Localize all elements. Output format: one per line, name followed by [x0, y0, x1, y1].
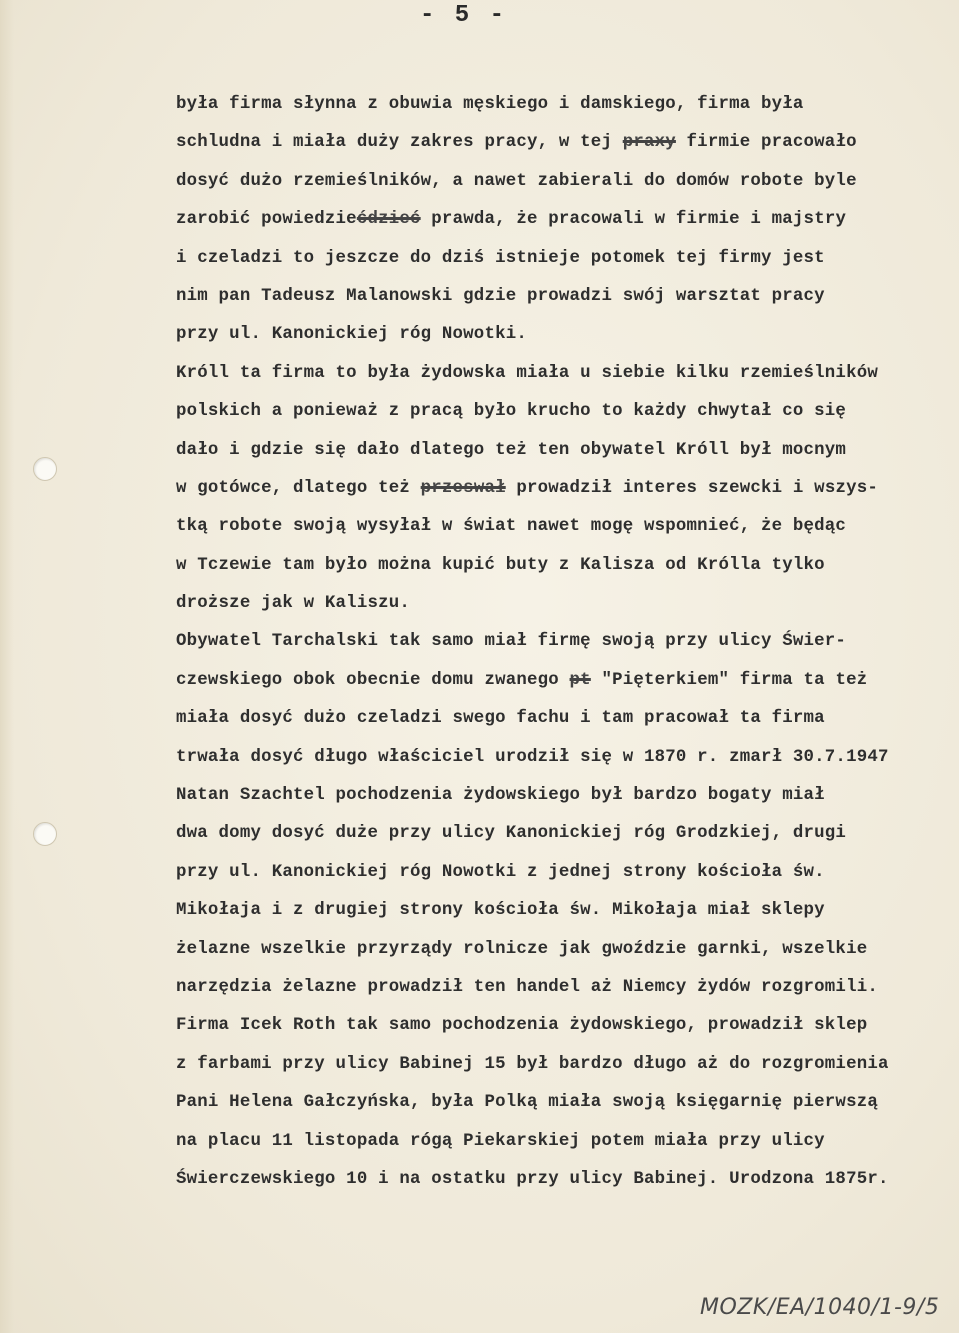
struck-out-text: ćdzieć [356, 210, 421, 230]
text-line [176, 393, 959, 431]
line-text: i czeladzi to jeszcze do dziś istnieje potomek tej firmy jest [176, 248, 825, 268]
text-line [176, 815, 959, 853]
text-line [176, 1084, 959, 1122]
line-text: przy ul. Kanonickiej róg Nowotki. [176, 325, 527, 345]
text-line [176, 1123, 959, 1161]
line-text: dało i gdzie się dało dlatego też ten obywatel Króll był mocnym [176, 440, 847, 460]
line-text: Firma Icek Roth tak samo pochodzenia żydowskiego, prowadził sklep [176, 1016, 868, 1036]
line-text: Pani Helena Gałczyńska, była Polką miała swoją księgarnię pierwszą [176, 1093, 878, 1113]
page-number: - 5 - [420, 2, 508, 29]
text-line [176, 1046, 959, 1084]
line-text: Mikołaja i z drugiej strony kościoła św. Mikołaja miał sklepy [176, 901, 825, 921]
text-line [176, 623, 959, 661]
text-line [176, 1007, 959, 1045]
line-text: zarobić powiedzie [176, 210, 357, 230]
line-text: w gotówce, dlatego też [176, 478, 421, 498]
text-line [176, 1161, 959, 1199]
struck-out-text: przeswał [420, 478, 506, 498]
line-text: w Tczewie tam było można kupić buty z Kalisza od Królla tylko [176, 555, 825, 575]
text-line [176, 662, 959, 700]
text-line [176, 969, 959, 1007]
text-line [176, 739, 959, 777]
line-text: na placu 11 listopada rógą Piekarskiej potem miała przy ulicy [176, 1131, 825, 1151]
text-line [176, 585, 959, 623]
text-line [176, 892, 959, 930]
line-text: czewskiego obok obecnie domu zwanego [176, 670, 570, 690]
line-text: miała dosyć dużo czeladzi swego fachu i tam pracował ta firma [176, 709, 825, 729]
text-line [176, 163, 959, 201]
struck-out-text: praxy [622, 133, 676, 153]
line-text: była firma słynna z obuwia męskiego i damskiego, firma była [176, 95, 804, 114]
line-text: Świerczewskiego 10 i na ostatku przy ulicy Babinej. Urodzona 1875r. [176, 1169, 889, 1189]
text-line [176, 777, 959, 815]
page-edge-shadow [0, 0, 14, 1333]
line-text-continued: prowadził interes szewcki i wszys- [505, 478, 878, 498]
line-text: dosyć dużo rzemieślników, a nawet zabierali do domów robote byle [176, 171, 857, 191]
line-text: przy ul. Kanonickiej róg Nowotki z jednej strony kościoła św. [176, 862, 825, 882]
text-line [176, 240, 959, 278]
line-text: dwa domy dosyć duże przy ulicy Kanonickiej róg Grodzkiej, drugi [176, 824, 847, 844]
typed-body-text [176, 86, 959, 1199]
archive-signature-mark: MOZK/EA/1040/1-9/5 [700, 1295, 940, 1320]
line-text: żelazne wszelkie przyrządy rolnicze jak gwoździe garnki, wszelkie [176, 939, 868, 959]
text-line [176, 355, 959, 393]
line-text: narzędzia żelazne prowadził ten handel aż Niemcy żydów rozgromili. [176, 977, 878, 997]
text-line [176, 316, 959, 354]
text-line [176, 508, 959, 546]
line-text: trwała dosyć długo właściciel urodził się w 1870 r. zmarł 30.7.1947 [176, 747, 889, 767]
line-text: polskich a ponieważ z pracą było krucho to każdy chwytał co się [176, 402, 847, 422]
line-text-continued: prawda, że pracowali w firmie i majstry [420, 210, 847, 230]
line-text-continued: firmie pracowało [675, 133, 857, 153]
text-line [176, 700, 959, 738]
text-line [176, 931, 959, 969]
punch-hole-bottom [33, 822, 57, 846]
text-line [176, 278, 959, 316]
punch-hole-top [33, 457, 57, 481]
text-line [176, 854, 959, 892]
text-line [176, 432, 959, 470]
line-text: tką robote swoją wysyłał w świat nawet mogę wspomnieć, że będąc [176, 517, 847, 537]
line-text: Natan Szachtel pochodzenia żydowskiego był bardzo bogaty miał [176, 786, 825, 806]
text-line [176, 86, 959, 124]
line-text: Króll ta firma to była żydowska miała u siebie kilku rzemieślników [176, 363, 878, 383]
line-text: schludna i miała duży zakres pracy, w tej [176, 133, 623, 153]
text-line [176, 124, 959, 162]
line-text: nim pan Tadeusz Malanowski gdzie prowadzi swój warsztat pracy [176, 286, 825, 306]
line-text: Obywatel Tarchalski tak samo miał firmę swoją przy ulicy Świer- [176, 632, 847, 652]
text-line [176, 201, 959, 239]
text-line [176, 470, 959, 508]
struck-out-text: pt [569, 670, 591, 690]
text-line [176, 547, 959, 585]
line-text: droższe jak w Kaliszu. [176, 594, 410, 614]
line-text-continued: "Pięterkiem" firma ta też [590, 670, 868, 690]
line-text: z farbami przy ulicy Babinej 15 był bardzo długo aż do rozgromienia [176, 1054, 889, 1074]
